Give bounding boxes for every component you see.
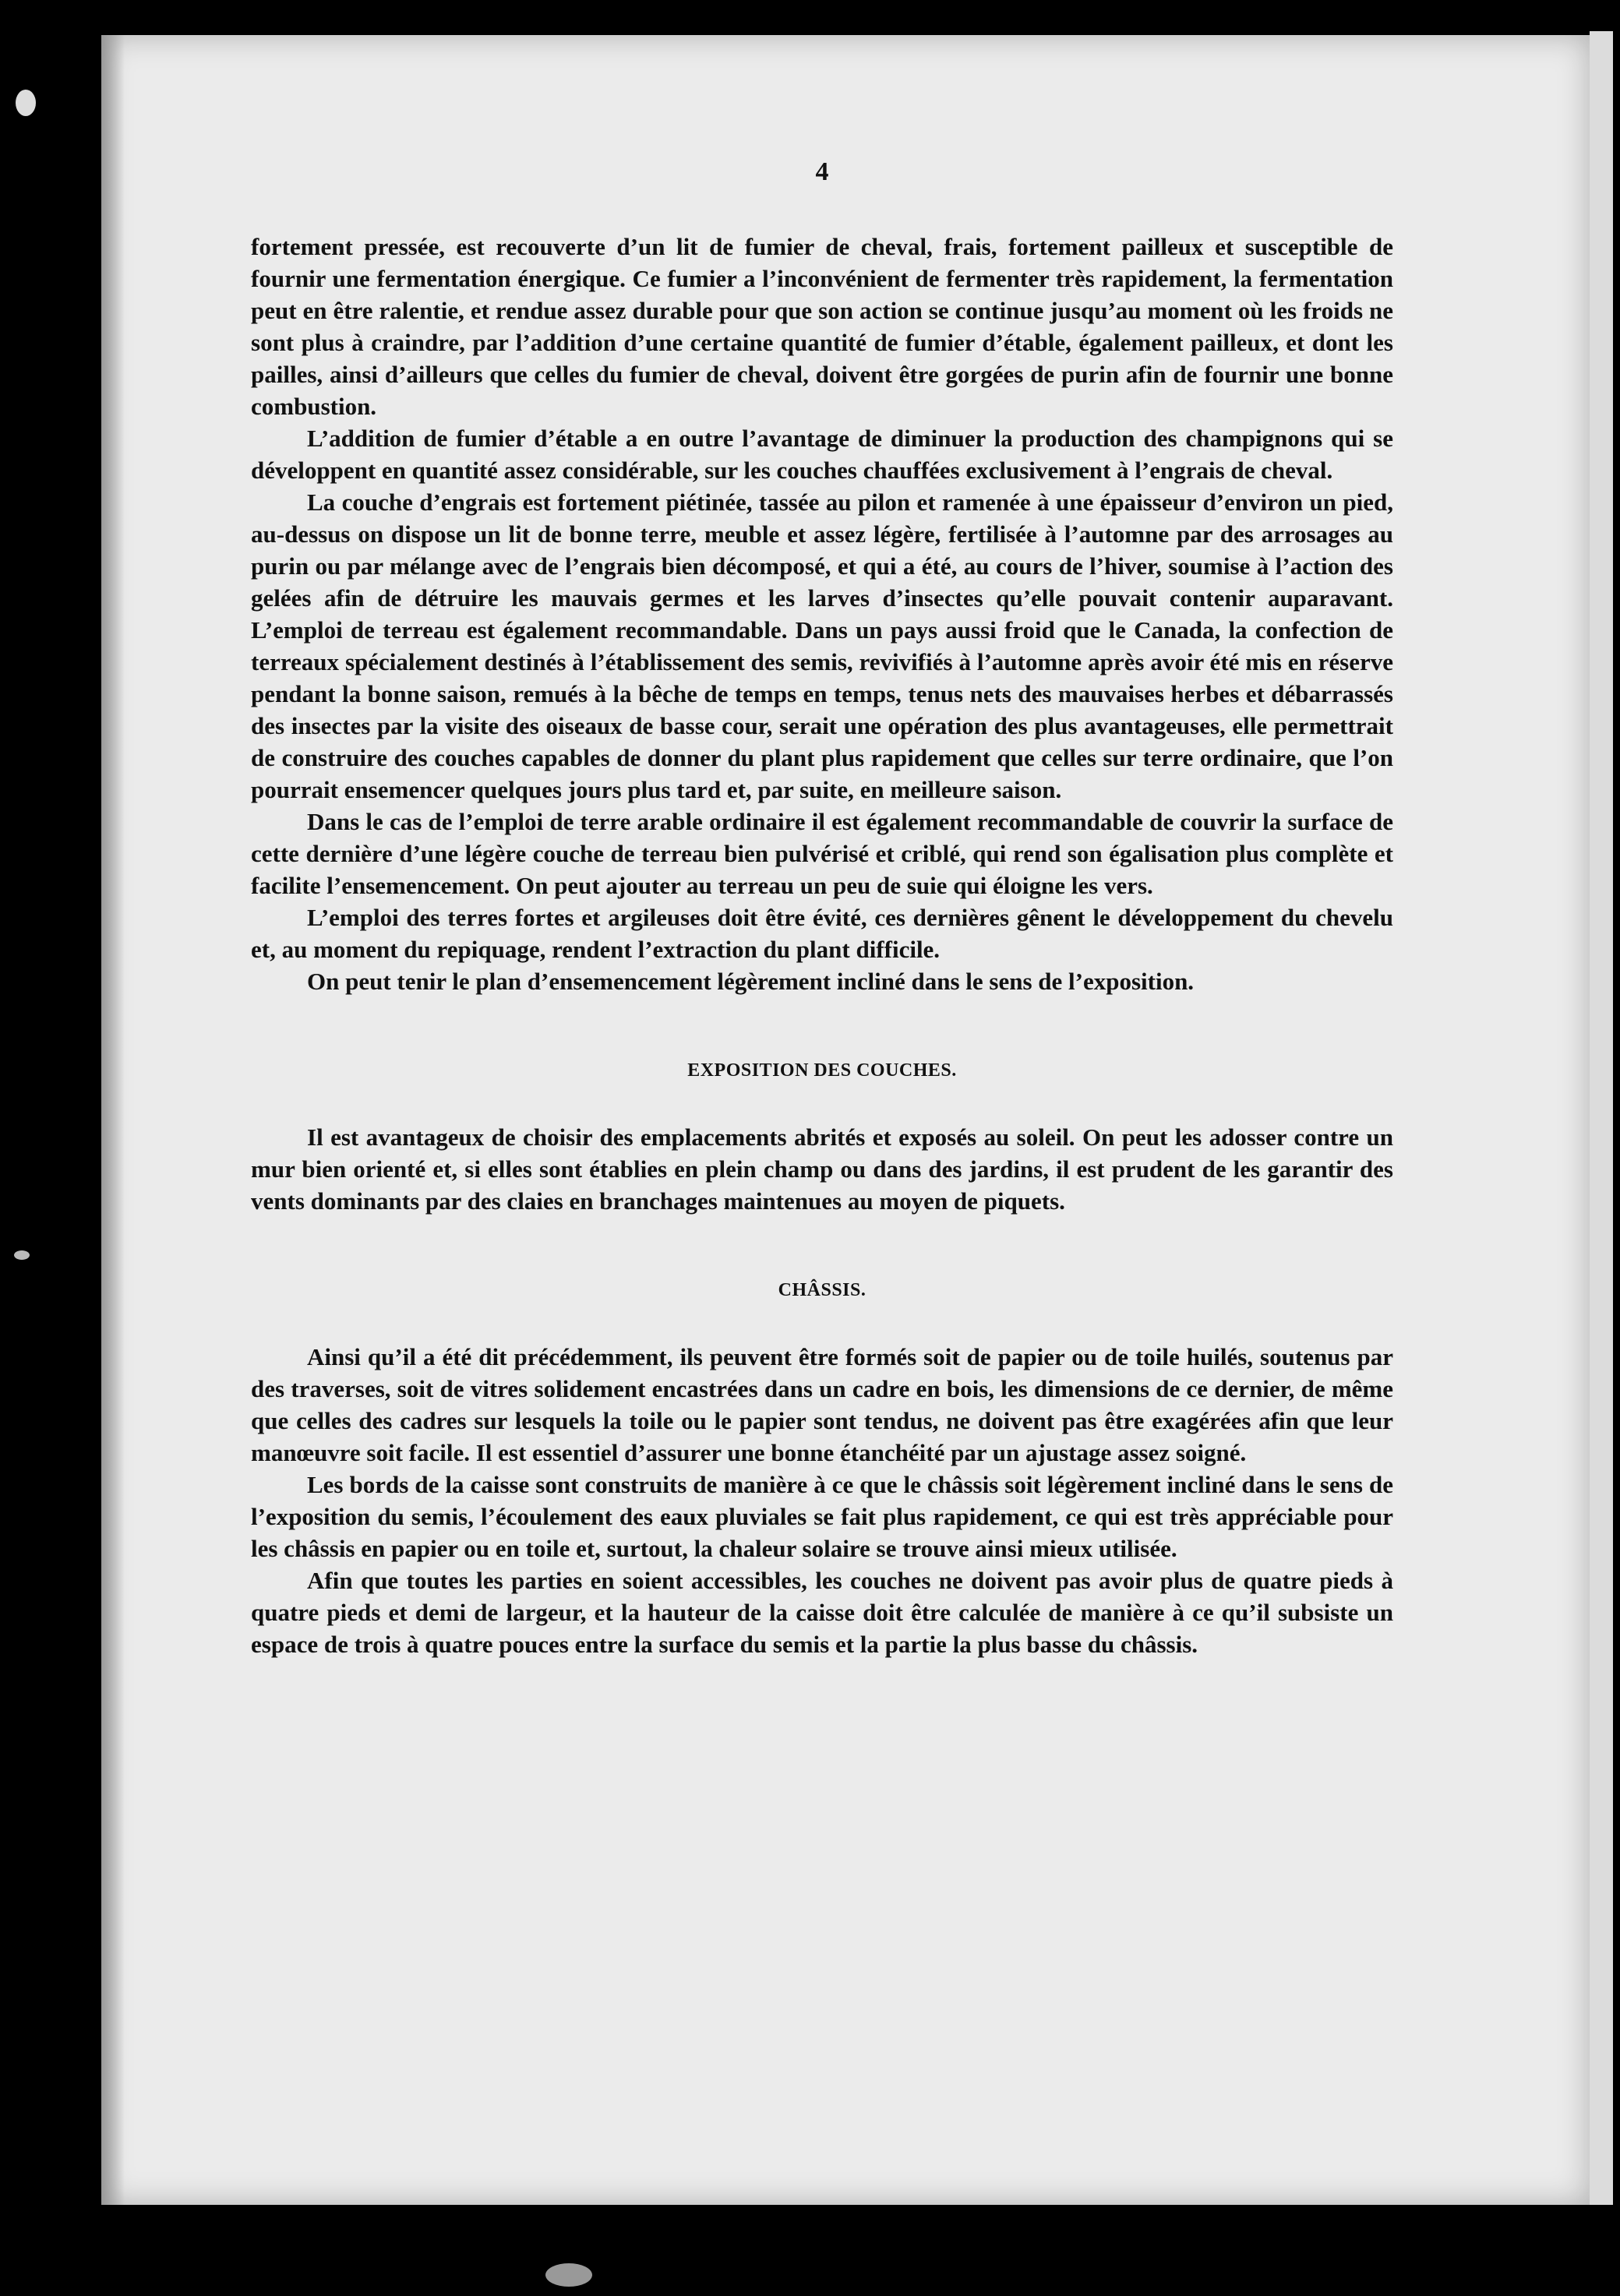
scan-speck bbox=[16, 90, 36, 116]
paragraph: L’addition de fumier d’étable a en outre l’avantage de diminuer la production des champignons qui se développent en quantité assez considérable, sur les couches chauffées exclusivement à l’engrais de cheval. bbox=[251, 425, 1393, 484]
paragraph: fortement pressée, est recouverte d’un lit de fumier de cheval, frais, fortement pailleux et susceptible de fournir une fermentation énergique. Ce fumier a l’inconvénient de fermenter très rapidement, la fermentation peut en être ralentie, et rendue assez durable pour que son action se continue jusqu’au moment où les froids ne sont plus à craindre, par l’addition d’une certaine quantité de fumier d’étable, également pailleux, et dont les pailles, ainsi d’ailleurs que celles du fumier de cheval, doivent être gorgées de purin afin de fournir une bonne combustion. bbox=[251, 233, 1393, 420]
next-page-edge bbox=[1590, 31, 1613, 2205]
paragraph: Ainsi qu’il a été dit précédemment, ils peuvent être formés soit de papier ou de toile huilés, soutenus par des traverses, soit de vitres solidement encastrées dans un cadre en bois, les dimensions de ce dernier, de même que celles des cadres sur lesquels la toile ou le papier sont tendus, ne doivent pas être exagérées afin que leur manœuvre soit facile. Il est essentiel d’assurer une bonne étanchéité par un ajustage assez soigné. bbox=[251, 1343, 1393, 1466]
page-binding-shadow bbox=[101, 35, 125, 2205]
paragraph: Les bords de la caisse sont construits de manière à ce que le châssis soit légèrement incliné dans le sens de l’exposition du semis, l’écoulement des eaux pluviales se fait plus rapidement, ce qui est très appréciable pour les châssis en papier ou en toile et, surtout, la chaleur solaire se trouve ainsi mieux utilisée. bbox=[251, 1471, 1393, 1562]
document-body bbox=[251, 156, 1393, 1660]
paragraph: La couche d’engrais est fortement piétinée, tassée au pilon et ramenée à une épaisseur d’environ un pied, au-dessus on dispose un lit de bonne terre, meuble et assez légère, fertilisée à l’automne par des arrosages au purin ou par mélange avec de l’engrais bien décomposé, et qui a été, au cours de l’hiver, soumise à l’action des gelées afin de détruire les mauvais germes et les larves d’insectes qu’elle pouvait contenir auparavant. L’emploi de terreau est également recommandable. Dans un pays aussi froid que le Canada, la confection de terreaux spécialement destinés à l’établissement des semis, revivifiés à l’automne après avoir été mis en réserve pendant la bonne saison, remués à la bêche de temps en temps, tenus nets des mauvaises herbes et débarrassés des insectes par la visite des oiseaux de basse cour, serait une opération des plus avantageuses, elle permettrait de construire des couches capables de donner du plant plus rapidement que celles sur terre ordinaire, que l’on pourrait ensemencer quelques jours plus tard et, par suite, en meilleure saison. bbox=[251, 488, 1393, 803]
section-heading-chassis: CHÂSSIS. bbox=[778, 1280, 866, 1300]
paragraph: L’emploi des terres fortes et argileuses doit être évité, ces dernières gênent le développement du chevelu et, au moment du repiquage, rendent l’extraction du plant difficile. bbox=[251, 904, 1393, 963]
scan-speck bbox=[14, 1250, 30, 1260]
page-number: 4 bbox=[815, 157, 829, 186]
paragraph: Il est avantageux de choisir des emplacements abrités et exposés au soleil. On peut les adosser contre un mur bien orienté et, si elles sont établies en plein champ ou dans des jardins, il est prudent de les garantir des vents dominants par des claies en branchages maintenues au moyen de piquets. bbox=[251, 1123, 1393, 1215]
paragraph: Afin que toutes les parties en soient accessibles, les couches ne doivent pas avoir plus de quatre pieds à quatre pieds et demi de largeur, et la hauteur de la caisse doit être calculée de manière à ce qu’il subsiste un espace de trois à quatre pouces entre la surface du semis et la partie la plus basse du châssis. bbox=[251, 1567, 1393, 1658]
scan-speck bbox=[545, 2263, 592, 2287]
paragraph: On peut tenir le plan d’ensemencement légèrement incliné dans le sens de l’exposition. bbox=[307, 968, 1195, 995]
section-heading-exposition: EXPOSITION DES COUCHES. bbox=[687, 1060, 957, 1081]
paragraph: Dans le cas de l’emploi de terre arable ordinaire il est également recommandable de couvrir la surface de cette dernière d’une légère couche de terreau bien pulvérisé et criblé, qui rend son égalisation plus complète et facilite l’ensemencement. On peut ajouter au terreau un peu de suie qui éloigne les vers. bbox=[251, 808, 1393, 899]
